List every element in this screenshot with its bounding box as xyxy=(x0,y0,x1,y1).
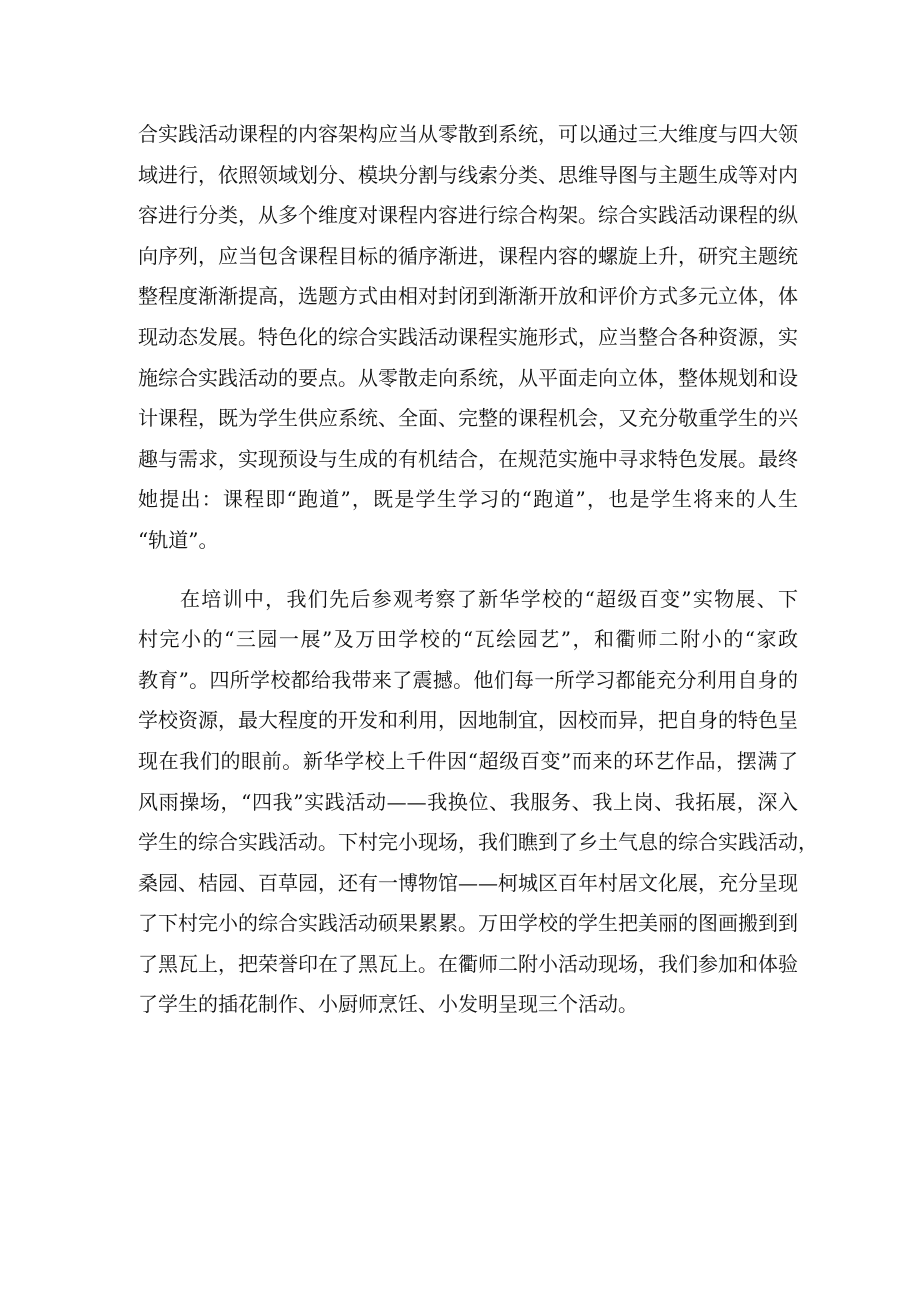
text-line: 合实践活动课程的内容架构应当从零散到系统，可以通过三大维度与四大领 xyxy=(138,122,798,146)
text-line: 了黑瓦上，把荣誉印在了黑瓦上。在衢师二附小活动现场，我们参加和体验 xyxy=(138,951,798,976)
text-line: 学校资源，最大程度的开发和利用，因地制宜，因校而异，把自身的特色呈 xyxy=(138,708,798,733)
text-line: 施综合实践活动的要点。从零散走向系统，从平面走向立体，整体规划和设 xyxy=(138,365,798,390)
text-line: 村完小的“三园一展”及万田学校的“瓦绘园艺”，和衢师二附小的“家政 xyxy=(138,627,798,652)
text-line: 了学生的插花制作、小厨师烹饪、小发明呈现三个活动。 xyxy=(138,992,638,1017)
document-body xyxy=(138,114,818,1025)
paragraph-1 xyxy=(138,114,798,561)
text-line: 向序列，应当包含课程目标的循序渐进，课程内容的螺旋上升，研究主题统 xyxy=(138,243,798,268)
text-line: 趣与需求，实现预设与生成的有机结合，在规范实施中寻求特色发展。最终 xyxy=(138,446,798,471)
paragraph-2 xyxy=(138,579,818,1026)
text-line: 现动态发展。特色化的综合实践活动课程实施形式，应当整合各种资源，实 xyxy=(138,324,798,349)
text-line: 在培训中，我们先后参观考察了新华学校的“超级百变”实物展、下 xyxy=(180,586,798,611)
text-line: 桑园、桔园、百草园，还有一博物馆——柯城区百年村居文化展，充分呈现 xyxy=(138,870,798,895)
text-line: 计课程，既为学生供应系统、全面、完整的课程机会，又充分敬重学生的兴 xyxy=(138,406,798,431)
text-line: “轨道”。 xyxy=(138,527,219,552)
text-line: 学生的综合实践活动。下村完小现场，我们瞧到了乡土气息的综合实践活动， xyxy=(138,830,818,855)
text-line: 风雨操场，“四我”实践活动——我换位、我服务、我上岗、我拓展，深入 xyxy=(138,789,798,814)
text-line: 教育”。四所学校都给我带来了震撼。他们每一所学习都能充分利用自身的 xyxy=(138,667,798,692)
text-line: 现在我们的眼前。新华学校上千件因“超级百变”而来的环艺作品，摆满了 xyxy=(138,748,798,773)
paragraph-spacer xyxy=(138,561,798,579)
text-line: 整程度渐渐提高，选题方式由相对封闭到渐渐开放和评价方式多元立体，体 xyxy=(138,284,798,309)
text-line: 域进行，依照领域划分、模块分割与线索分类、思维导图与主题生成等对内 xyxy=(138,162,798,187)
text-line: 了下村完小的综合实践活动硕果累累。万田学校的学生把美丽的图画搬到到 xyxy=(138,911,798,936)
text-line: 容进行分类，从多个维度对课程内容进行综合构架。综合实践活动课程的纵 xyxy=(138,203,798,228)
text-line: 她提出：课程即“跑道”，既是学生学习的“跑道”，也是学生将来的人生 xyxy=(138,487,798,512)
